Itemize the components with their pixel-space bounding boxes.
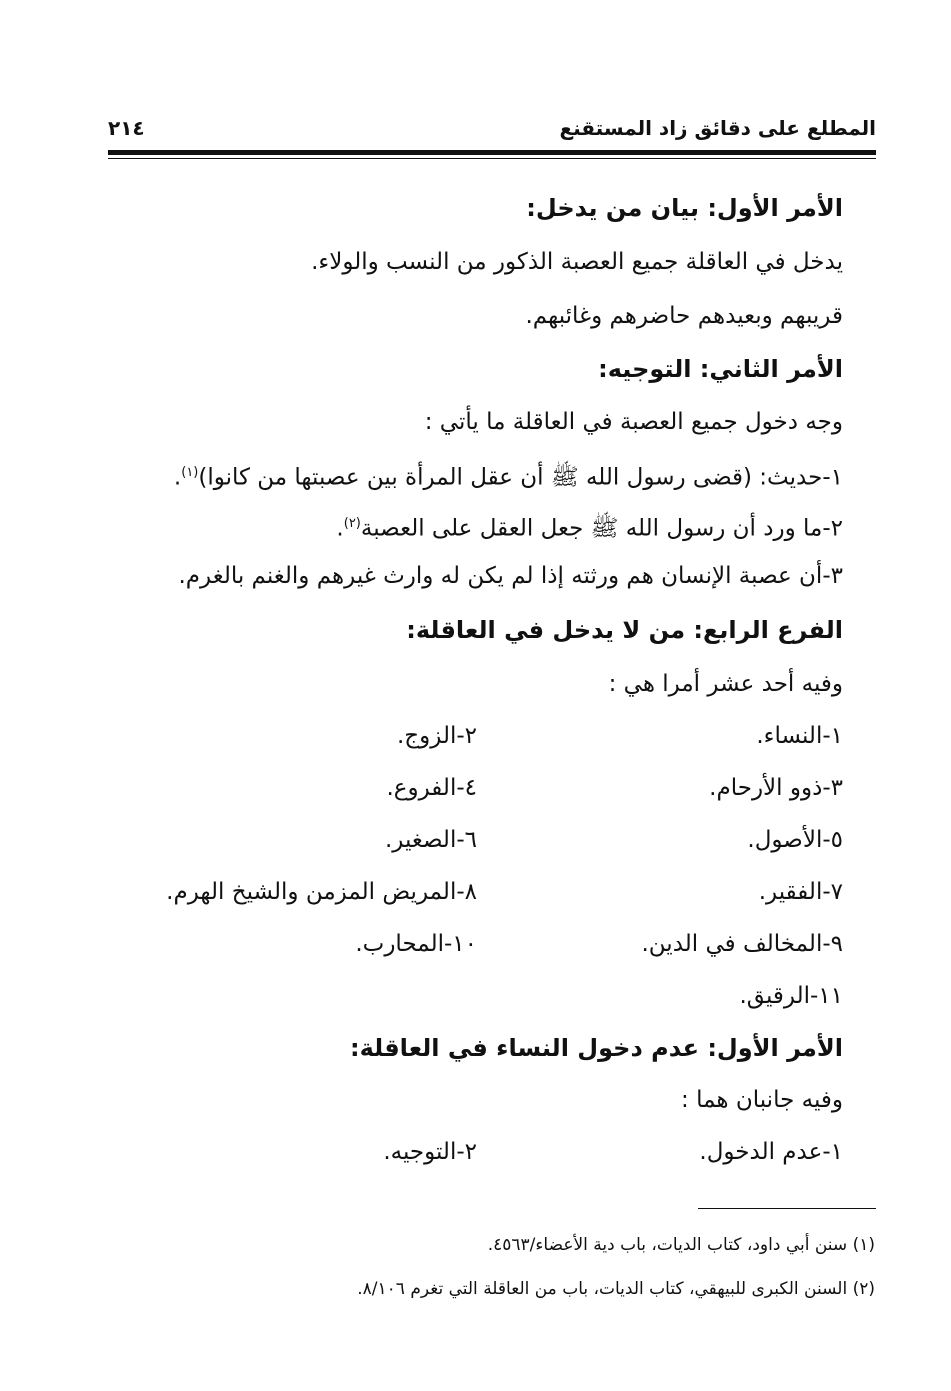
list-item: ١-عدم الدخول.	[699, 1139, 843, 1165]
paragraph-5-text: ٢-ما ورد أن رسول الله ﷺ جعل العقل على العصبة	[360, 515, 843, 542]
section-heading-3: الفرع الرابع: من لا يدخل في العاقلة:	[406, 616, 843, 644]
list-item: ٢-التوجيه.	[383, 1139, 477, 1165]
list-item: ٣-ذوو الأرحام.	[709, 775, 843, 801]
footnote-2: (٢) السنن الكبرى للبيهقي، كتاب الديات، باب من العاقلة التي تغرم ٨/١٠٦.	[357, 1279, 875, 1299]
list-item: ٥-الأصول.	[747, 827, 843, 853]
footnote-ref-1[interactable]: (١)	[181, 465, 199, 480]
list-item: ٤-الفروع.	[386, 775, 477, 801]
paragraph-6: ٣-أن عصبة الإنسان هم ورثته إذا لم يكن له وارث غيرهم والغنم بالغرم.	[178, 563, 843, 589]
paragraph-7: وفيه أحد عشر أمرا هي :	[608, 671, 843, 697]
footnote-ref-2[interactable]: (٢)	[343, 516, 361, 531]
paragraph-2: قريبهم وبعيدهم حاضرهم وغائبهم.	[525, 303, 843, 329]
list-item: ١١-الرقيق.	[739, 983, 843, 1009]
section-heading-2: الأمر الثاني: التوجيه:	[598, 355, 843, 383]
list-item: ١-النساء.	[756, 723, 843, 749]
paragraph-3: وجه دخول جميع العصبة في العاقلة ما يأتي :	[424, 409, 843, 435]
book-title: المطلع على دقائق زاد المستقنع	[559, 116, 876, 140]
list-item: ٩-المخالف في الدين.	[641, 931, 843, 957]
paragraph-4-text: ١-حديث: (قضى رسول الله ﷺ أن عقل المرأة بين عصبتها من كانوا)	[198, 464, 843, 491]
paragraph-8: وفيه جانبان هما :	[681, 1087, 843, 1113]
list-item: ٦-الصغير.	[384, 827, 477, 853]
paragraph-4	[174, 453, 843, 498]
paragraph-1: يدخل في العاقلة جميع العصبة الذكور من النسب والولاء.	[311, 249, 843, 275]
footnote-rule	[698, 1208, 876, 1209]
header-rule-thick	[108, 150, 876, 155]
paragraph-5	[336, 504, 843, 549]
section-heading-4: الأمر الأول: عدم دخول النساء في العاقلة:	[350, 1034, 843, 1062]
paragraph-4-end: .	[173, 464, 182, 491]
header-rule-thin	[108, 158, 876, 159]
footnote-1: (١) سنن أبي داود، كتاب الديات، باب دية الأعضاء/٤٥٦٣.	[487, 1235, 875, 1255]
page-number: ٢١٤	[108, 116, 145, 140]
section-heading-1: الأمر الأول: بيان من يدخل:	[526, 194, 843, 222]
list-item: ١٠-المحارب.	[355, 931, 477, 957]
list-item: ٨-المريض المزمن والشيخ الهرم.	[166, 879, 477, 905]
list-item: ٢-الزوج.	[396, 723, 477, 749]
paragraph-5-end: .	[336, 515, 344, 542]
list-item: ٧-الفقير.	[758, 879, 843, 905]
page-header	[108, 112, 876, 146]
